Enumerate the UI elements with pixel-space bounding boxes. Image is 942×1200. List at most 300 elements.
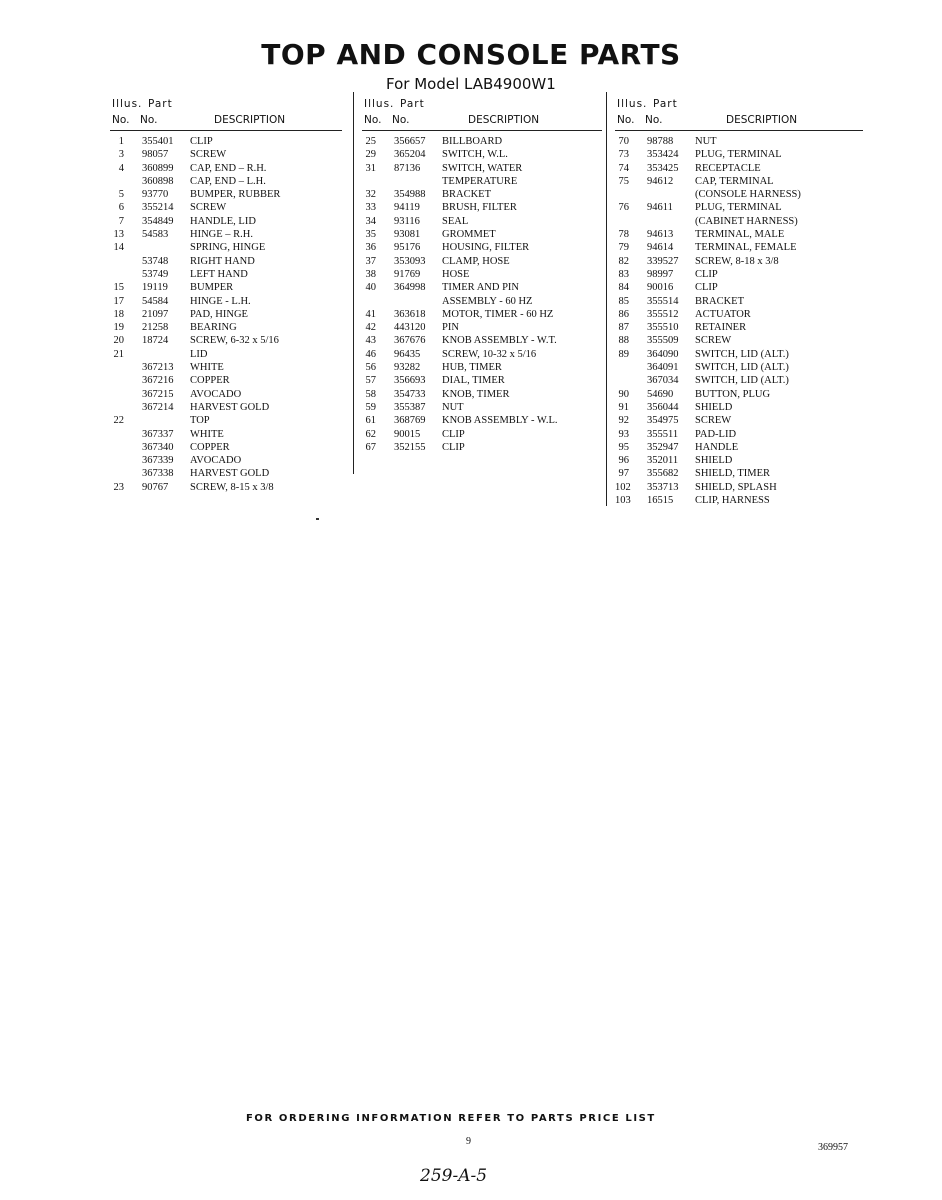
part-number: 353424 <box>647 149 679 161</box>
part-description: BEARING <box>190 322 237 334</box>
parts-row <box>110 308 342 321</box>
part-description: CLIP <box>190 136 213 147</box>
part-description: (CONSOLE HARNESS) <box>695 189 801 201</box>
part-description: CLIP <box>695 282 718 294</box>
part-number: 93116 <box>394 215 420 227</box>
illus-number: 70 <box>618 136 629 147</box>
illus-number: 59 <box>365 401 376 413</box>
parts-row <box>110 414 342 427</box>
illus-number: 56 <box>365 362 376 374</box>
illus-number: 7 <box>118 215 124 227</box>
part-description: LID <box>190 348 208 360</box>
illus-number: 6 <box>118 202 124 214</box>
part-description: HOSE <box>442 268 470 280</box>
part-number: 364091 <box>647 362 679 374</box>
illus-number: 18 <box>113 308 124 320</box>
part-number: 353093 <box>394 255 426 267</box>
part-number: 367215 <box>142 388 174 400</box>
part-description: HARVEST GOLD <box>190 401 270 413</box>
part-number: 90016 <box>647 282 674 294</box>
part-number: 53748 <box>142 255 169 267</box>
part-number: 355510 <box>647 322 679 334</box>
part-number: 355387 <box>394 401 426 413</box>
part-number: 355214 <box>142 202 174 214</box>
parts-row <box>615 268 863 281</box>
parts-row <box>615 135 863 148</box>
illus-number: 91 <box>618 401 629 413</box>
illus-number: 37 <box>365 255 376 267</box>
part-number: 368769 <box>394 415 426 427</box>
illus-number: 46 <box>365 348 376 360</box>
part-number: 19119 <box>142 282 168 294</box>
part-description: CAP, TERMINAL <box>695 175 774 187</box>
parts-row <box>615 175 863 188</box>
illus-number: 73 <box>618 149 629 161</box>
part-description: HINGE - L.H. <box>190 295 251 307</box>
part-description: ACTUATOR <box>695 308 751 320</box>
parts-row <box>362 188 602 201</box>
part-number: 87136 <box>394 162 421 174</box>
part-description: TERMINAL, MALE <box>695 229 785 241</box>
column-header <box>362 96 602 131</box>
illus-number: 4 <box>118 162 124 174</box>
parts-row <box>615 334 863 347</box>
part-description: TERMINAL, FEMALE <box>695 242 797 254</box>
parts-row <box>615 494 863 507</box>
illus-number: 75 <box>618 175 629 187</box>
parts-row <box>110 162 342 175</box>
part-description: HINGE – R.H. <box>190 229 253 241</box>
part-description: CLIP <box>442 428 465 440</box>
part-number: 16515 <box>647 495 674 507</box>
parts-row <box>110 241 342 254</box>
part-number: 360899 <box>142 162 174 174</box>
part-number: 98788 <box>647 136 674 147</box>
illus-number: 95 <box>618 441 629 453</box>
parts-column-1 <box>110 96 342 494</box>
part-description: PAD, HINGE <box>190 308 248 320</box>
part-description: CAP, END – L.H. <box>190 175 266 187</box>
parts-row <box>362 308 602 321</box>
parts-row <box>362 414 602 427</box>
illus-number: 33 <box>365 202 376 214</box>
part-number: 355509 <box>647 335 679 347</box>
part-description: WHITE <box>190 428 224 440</box>
illus-number: 62 <box>365 428 376 440</box>
parts-row <box>362 228 602 241</box>
illus-number: 83 <box>618 268 629 280</box>
part-description: SEAL <box>442 215 469 227</box>
illus-number: 32 <box>365 189 376 201</box>
part-number: 353713 <box>647 481 679 493</box>
part-description: SWITCH, LID (ALT.) <box>695 348 789 360</box>
parts-row <box>362 334 602 347</box>
part-number: 356657 <box>394 136 426 147</box>
part-description: SWITCH, WATER <box>442 162 523 174</box>
illus-number: 89 <box>618 348 629 360</box>
part-description: GROMMET <box>442 229 496 241</box>
parts-row <box>362 162 602 175</box>
part-description: CLIP <box>695 268 718 280</box>
part-description: LEFT HAND <box>190 268 248 280</box>
illus-number: 58 <box>365 388 376 400</box>
part-number: 356044 <box>647 401 679 413</box>
part-description: HANDLE <box>695 441 739 453</box>
illus-number: 85 <box>618 295 629 307</box>
part-description: CLIP <box>442 441 465 453</box>
illus-number: 19 <box>113 322 124 334</box>
part-description: KNOB ASSEMBLY - W.T. <box>442 335 557 347</box>
illus-header: Illus. <box>112 98 143 110</box>
part-number: 98057 <box>142 149 169 161</box>
part-description: BUMPER, RUBBER <box>190 189 281 201</box>
part-number: 339527 <box>647 255 679 267</box>
part-number: 367338 <box>142 468 174 480</box>
page-number: 9 <box>466 1136 471 1147</box>
part-description: COPPER <box>190 375 230 387</box>
part-description: MOTOR, TIMER - 60 HZ <box>442 308 554 320</box>
part-number: 352011 <box>647 455 679 467</box>
document-number: 369957 <box>818 1142 848 1153</box>
part-description: COPPER <box>190 441 230 453</box>
parts-row <box>362 241 602 254</box>
column-header <box>615 96 863 131</box>
illus-number: 90 <box>618 388 629 400</box>
part-description: SPRING, HINGE <box>190 242 266 254</box>
parts-row <box>615 162 863 175</box>
illus-number: 36 <box>365 242 376 254</box>
part-number: 91769 <box>394 268 421 280</box>
parts-row <box>615 228 863 241</box>
illus-number: 102 <box>615 481 631 493</box>
parts-row <box>615 361 863 374</box>
part-description: DIAL, TIMER <box>442 375 505 387</box>
illus-number: 87 <box>618 322 629 334</box>
illus-number: 88 <box>618 335 629 347</box>
part-number: 90015 <box>394 428 421 440</box>
part-description: SCREW <box>695 415 732 427</box>
part-description: HANDLE, LID <box>190 215 256 227</box>
illus-number: 3 <box>118 149 124 161</box>
part-description: RECEPTACLE <box>695 162 761 174</box>
part-number: 365204 <box>394 149 426 161</box>
part-description: BUMPER <box>190 282 234 294</box>
part-description: SCREW <box>695 335 732 347</box>
parts-row <box>615 414 863 427</box>
part-number: 367034 <box>647 375 679 387</box>
illus-number: 103 <box>615 495 631 507</box>
part-description: AVOCADO <box>190 388 242 400</box>
column-header <box>110 96 342 131</box>
stray-mark <box>316 518 319 520</box>
illus-number: 82 <box>618 255 629 267</box>
part-description: SCREW, 6-32 x 5/16 <box>190 335 279 347</box>
part-description: TEMPERATURE <box>442 175 518 187</box>
illus-number: 74 <box>618 162 629 174</box>
illus-no-header: No. <box>617 114 635 126</box>
parts-row <box>615 201 863 214</box>
part-description: PLUG, TERMINAL <box>695 202 782 214</box>
part-description: NUT <box>695 136 717 147</box>
parts-row <box>615 454 863 467</box>
parts-row <box>110 228 342 241</box>
part-number: 360898 <box>142 175 174 187</box>
part-number: 354975 <box>647 415 679 427</box>
part-number: 367340 <box>142 441 174 453</box>
illus-number: 14 <box>113 242 124 254</box>
illus-number: 93 <box>618 428 629 440</box>
part-description: RETAINER <box>695 322 747 334</box>
illus-number: 22 <box>113 415 124 427</box>
part-description: CLIP, HARNESS <box>695 495 770 507</box>
part-description: RIGHT HAND <box>190 255 255 267</box>
parts-row <box>615 401 863 414</box>
parts-row <box>110 135 342 148</box>
part-description: SHIELD <box>695 401 733 413</box>
parts-row <box>110 148 342 161</box>
part-description: SHIELD <box>695 455 733 467</box>
illus-number: 97 <box>618 468 629 480</box>
part-description: PIN <box>442 322 459 334</box>
part-number: 94614 <box>647 242 674 254</box>
illus-number: 43 <box>365 335 376 347</box>
part-number: 93282 <box>394 362 421 374</box>
illus-number: 20 <box>113 335 124 347</box>
part-description: SHIELD, SPLASH <box>695 481 777 493</box>
description-header: DESCRIPTION <box>214 114 286 126</box>
part-description: SWITCH, W.L. <box>442 149 508 161</box>
parts-row <box>362 148 602 161</box>
part-description: WHITE <box>190 362 224 374</box>
illus-number: 42 <box>365 322 376 334</box>
illus-number: 76 <box>618 202 629 214</box>
parts-row <box>110 215 342 228</box>
parts-row <box>110 255 342 268</box>
illus-no-header: No. <box>364 114 382 126</box>
description-header: DESCRIPTION <box>726 114 798 126</box>
part-description: (CABINET HARNESS) <box>695 215 798 227</box>
part-number: 21097 <box>142 308 169 320</box>
part-description: PLUG, TERMINAL <box>695 149 782 161</box>
part-number: 443120 <box>394 322 426 334</box>
part-number: 352947 <box>647 441 679 453</box>
column-divider <box>353 92 354 474</box>
parts-row <box>615 255 863 268</box>
part-number: 94613 <box>647 229 674 241</box>
illus-number: 61 <box>365 415 376 427</box>
illus-no-header: No. <box>112 114 130 126</box>
part-description: SCREW <box>190 202 227 214</box>
part-number: 96435 <box>394 348 421 360</box>
part-number: 93770 <box>142 189 169 201</box>
parts-row <box>110 295 342 308</box>
part-description: SHIELD, TIMER <box>695 468 771 480</box>
part-number: 355682 <box>647 468 679 480</box>
parts-row <box>362 175 602 188</box>
illus-number: 25 <box>365 136 376 147</box>
parts-row <box>615 467 863 480</box>
part-number: 98997 <box>647 268 674 280</box>
parts-row <box>110 388 342 401</box>
parts-row <box>362 201 602 214</box>
parts-row <box>362 255 602 268</box>
part-number: 355511 <box>647 428 679 440</box>
part-number: 352155 <box>394 441 426 453</box>
parts-row <box>110 201 342 214</box>
parts-row <box>615 481 863 494</box>
parts-row <box>110 188 342 201</box>
parts-row <box>615 321 863 334</box>
part-description: TIMER AND PIN <box>442 282 520 294</box>
part-header: Part <box>148 98 173 110</box>
illus-number: 57 <box>365 375 376 387</box>
parts-row <box>362 441 602 454</box>
illus-number: 79 <box>618 242 629 254</box>
part-description: SCREW, 8-18 x 3/8 <box>695 255 779 267</box>
parts-row <box>362 388 602 401</box>
illus-header: Illus. <box>617 98 648 110</box>
part-number: 364090 <box>647 348 679 360</box>
illus-number: 1 <box>118 136 124 147</box>
part-description: SWITCH, LID (ALT.) <box>695 362 789 374</box>
part-number: 356693 <box>394 375 426 387</box>
parts-row <box>615 388 863 401</box>
illus-header: Illus. <box>364 98 395 110</box>
illus-number: 35 <box>365 229 376 241</box>
part-number: 18724 <box>142 335 169 347</box>
part-header: Part <box>653 98 678 110</box>
parts-column-3 <box>615 96 863 507</box>
parts-row <box>362 348 602 361</box>
part-number: 355512 <box>647 308 679 320</box>
part-number: 363618 <box>394 308 426 320</box>
part-description: BRACKET <box>442 189 492 201</box>
illus-number: 5 <box>118 189 124 201</box>
part-number: 367339 <box>142 455 174 467</box>
ordering-footer: FOR ORDERING INFORMATION REFER TO PARTS PRICE LIST <box>246 1113 656 1124</box>
parts-row <box>615 215 863 228</box>
illus-number: 92 <box>618 415 629 427</box>
part-no-header: No. <box>140 114 158 126</box>
parts-row <box>362 215 602 228</box>
part-number: 95176 <box>394 242 421 254</box>
part-number: 53749 <box>142 268 169 280</box>
parts-row <box>110 348 342 361</box>
parts-row <box>110 401 342 414</box>
parts-row <box>362 428 602 441</box>
part-description: NUT <box>442 401 464 413</box>
part-no-header: No. <box>392 114 410 126</box>
illus-number: 67 <box>365 441 376 453</box>
part-description: ASSEMBLY - 60 HZ <box>442 295 533 307</box>
part-description: TOP <box>190 415 210 427</box>
part-number: 94611 <box>647 202 673 214</box>
parts-list <box>615 131 863 507</box>
part-description: BRUSH, FILTER <box>442 202 517 214</box>
part-header: Part <box>400 98 425 110</box>
parts-row <box>362 281 602 294</box>
parts-row <box>615 148 863 161</box>
part-description: HOUSING, FILTER <box>442 242 530 254</box>
part-number: 54584 <box>142 295 169 307</box>
parts-row <box>362 268 602 281</box>
illus-number: 31 <box>365 162 376 174</box>
illus-number: 13 <box>113 229 124 241</box>
part-description: HARVEST GOLD <box>190 468 270 480</box>
illus-number: 78 <box>618 229 629 241</box>
part-no-header: No. <box>645 114 663 126</box>
part-number: 354988 <box>394 189 426 201</box>
illus-number: 23 <box>113 481 124 493</box>
part-number: 367213 <box>142 362 174 374</box>
part-description: BRACKET <box>695 295 745 307</box>
parts-row <box>615 188 863 201</box>
parts-list <box>110 131 342 494</box>
part-number: 54583 <box>142 229 169 241</box>
illus-number: 38 <box>365 268 376 280</box>
part-number: 93081 <box>394 229 421 241</box>
illus-number: 15 <box>113 282 124 294</box>
part-number: 354849 <box>142 215 174 227</box>
parts-row <box>110 481 342 494</box>
parts-row <box>615 428 863 441</box>
illus-number: 84 <box>618 282 629 294</box>
parts-row <box>362 361 602 374</box>
part-number: 90767 <box>142 481 169 493</box>
parts-list <box>362 131 602 454</box>
parts-row <box>110 175 342 188</box>
part-number: 367216 <box>142 375 174 387</box>
part-number: 21258 <box>142 322 169 334</box>
illus-number: 21 <box>113 348 124 360</box>
part-description: PAD-LID <box>695 428 737 440</box>
part-number: 94612 <box>647 175 674 187</box>
parts-row <box>110 454 342 467</box>
illus-number: 29 <box>365 149 376 161</box>
part-number: 364998 <box>394 282 426 294</box>
parts-row <box>110 268 342 281</box>
part-number: 54690 <box>647 388 674 400</box>
parts-row <box>615 241 863 254</box>
part-description: CLAMP, HOSE <box>442 255 510 267</box>
parts-row <box>362 135 602 148</box>
parts-row <box>110 361 342 374</box>
illus-number: 41 <box>365 308 376 320</box>
parts-row <box>362 321 602 334</box>
illus-number: 40 <box>365 282 376 294</box>
part-description: SCREW <box>190 149 227 161</box>
part-description: SCREW, 10-32 x 5/16 <box>442 348 537 360</box>
parts-row <box>615 295 863 308</box>
part-description: HUB, TIMER <box>442 362 502 374</box>
parts-row <box>362 401 602 414</box>
parts-row <box>110 428 342 441</box>
part-description: SCREW, 8-15 x 3/8 <box>190 481 274 493</box>
part-number: 355514 <box>647 295 679 307</box>
part-number: 355401 <box>142 136 174 147</box>
parts-row <box>362 374 602 387</box>
part-number: 94119 <box>394 202 420 214</box>
parts-row <box>110 334 342 347</box>
model-subtitle: For Model LAB4900W1 <box>386 75 556 93</box>
part-number: 354733 <box>394 388 426 400</box>
parts-row <box>362 295 602 308</box>
handwritten-note: 259-A-5 <box>420 1166 488 1186</box>
parts-row <box>615 441 863 454</box>
part-description: BILLBOARD <box>442 136 503 147</box>
part-number: 367337 <box>142 428 174 440</box>
description-header: DESCRIPTION <box>468 114 540 126</box>
